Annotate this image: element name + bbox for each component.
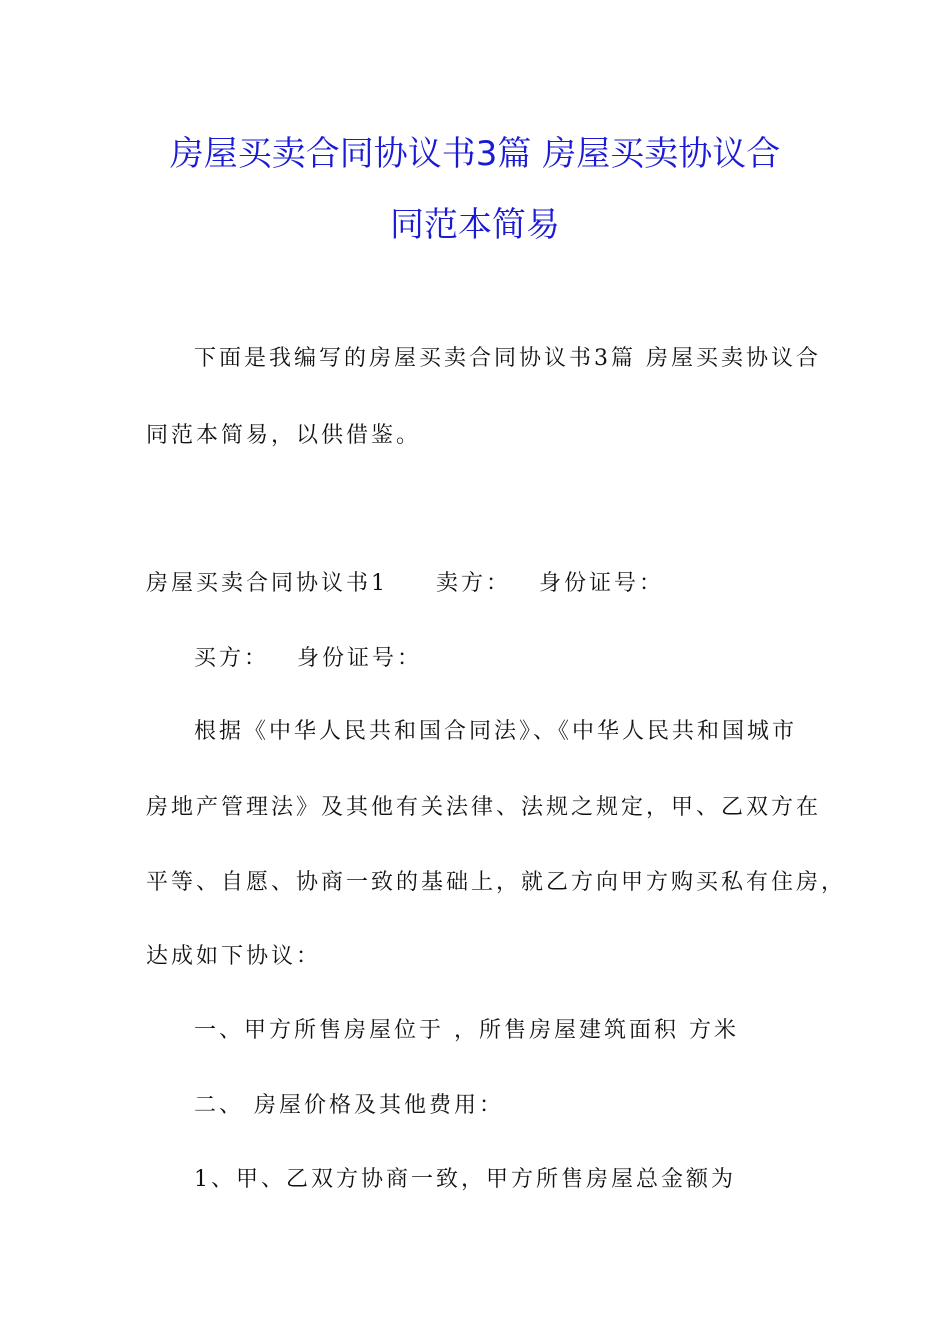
clause-1: 一、甲方所售房屋位于 ，所售房屋建筑面积 方米 bbox=[194, 1018, 739, 1043]
document-title-line-1: 房屋买卖合同协议书3篇 房屋买卖协议合 bbox=[169, 134, 781, 174]
buyer-label: 买方： bbox=[194, 646, 270, 671]
intro-paragraph-line-1: 下面是我编写的房屋买卖合同协议书3篇 房屋买卖协议合 bbox=[194, 346, 821, 371]
clause-2-item-1: 1、甲、乙双方协商一致，甲方所售房屋总金额为 bbox=[194, 1167, 736, 1192]
section-1-heading: 房屋买卖合同协议书1 bbox=[146, 571, 388, 596]
basis-paragraph-line-1: 根据《中华人民共和国合同法》、《中华人民共和国城市 bbox=[194, 719, 798, 744]
basis-paragraph-line-3: 平等、自愿、协商一致的基础上，就乙方向甲方购买私有住房， bbox=[146, 870, 847, 895]
buyer-line bbox=[194, 644, 422, 674]
basis-paragraph-line-2: 房地产管理法》及其他有关法律、法规之规定，甲、乙双方在 bbox=[146, 795, 822, 820]
section-1-header-line bbox=[146, 569, 664, 599]
clause-2: 二、 房屋价格及其他费用： bbox=[194, 1093, 504, 1118]
basis-paragraph-line-4: 达成如下协议： bbox=[146, 944, 322, 969]
intro-paragraph-line-2: 同范本简易，以供借鉴。 bbox=[146, 423, 422, 448]
seller-id-label: 身份证号： bbox=[539, 571, 665, 596]
buyer-id-label: 身份证号： bbox=[297, 646, 423, 671]
seller-label: 卖方： bbox=[436, 571, 512, 596]
document-title-line-2: 同范本简易 bbox=[390, 205, 560, 245]
